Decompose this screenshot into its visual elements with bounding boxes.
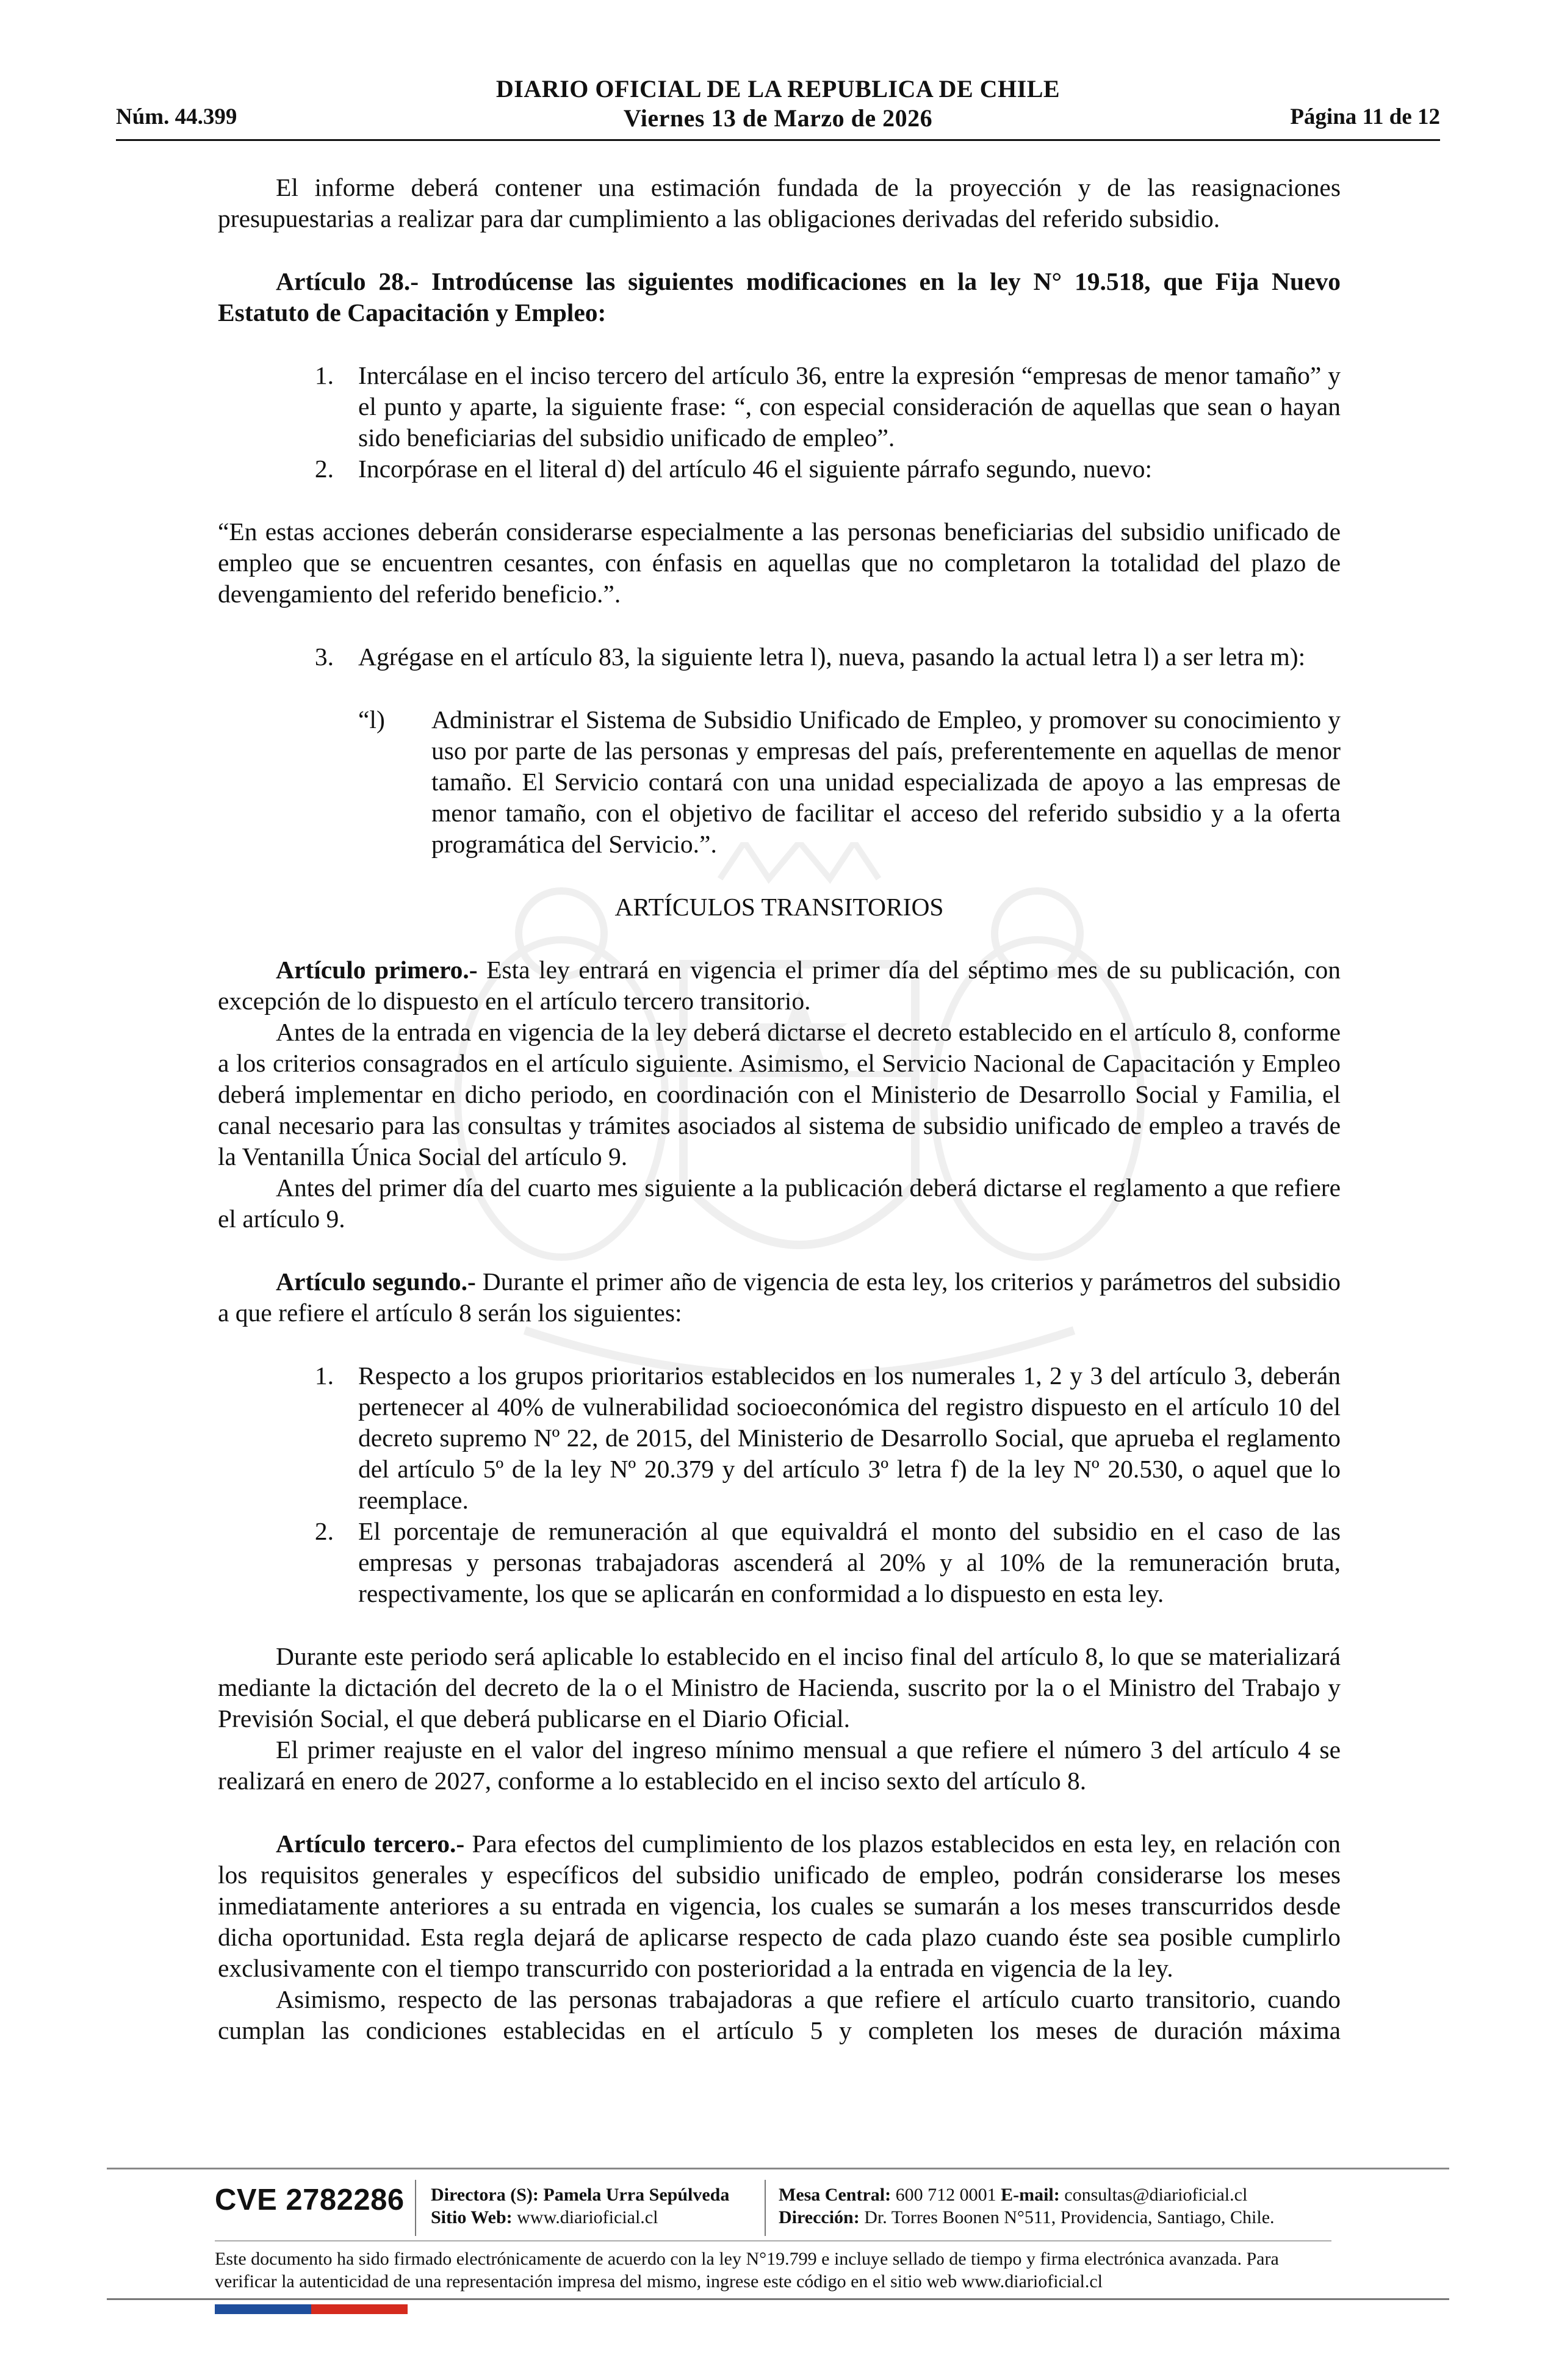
section-title: ARTÍCULOS TRANSITORIOS — [614, 893, 944, 921]
list-item — [218, 1516, 1341, 1609]
list-number: 2. — [314, 455, 334, 483]
cve-code: CVE 2782286 — [215, 2183, 405, 2216]
letter-text: Administrar el Sistema de Subsidio Unificado de Empleo, y promover su conocimiento y uso por parte de las personas y empresas del país, preferentemente en aquellas de menor tamaño. El Servicio contará con una unidad especializada de apoyo a las empresas de menor tamaño, con el objetivo de facilitar el acceso del referido subsidio y a la oferta programática del Servicio.”. — [431, 705, 1341, 858]
journal-title: DIARIO OFICIAL DE LA REPUBLICA DE CHILE — [495, 75, 1061, 103]
website-label: Sitio Web: — [431, 2207, 513, 2227]
list-text: Intercálase en el inciso tercero del artículo 36, entre la expresión “empresas de menor tamaño” y el punto y aparte, la siguiente frase: “, con especial consideración de aquellas que sean o hayan sido beneficiarias del subsidio unificado de empleo”. — [358, 361, 1341, 452]
paragraph: Antes del primer día del cuarto mes siguiente a la publicación deberá dictarse el reglamento a que refiere el artículo 9. — [218, 1174, 1341, 1233]
footer-separator — [415, 2180, 416, 2236]
list-number: 3. — [314, 643, 334, 671]
footer-director-block — [431, 2183, 729, 2229]
list-text: Incorpórase en el literal d) del artículo 46 el siguiente párrafo segundo, nuevo: — [358, 455, 1153, 483]
list-item — [218, 1360, 1341, 1516]
list-text: Respecto a los grupos prioritarios establecidos en los numerales 1, 2 y 3 del artículo 3, deberán pertenecer al 40% de vulnerabilidad socioeconómica del registro dispuesto en el artículo 10 del decreto supremo Nº 22, de 2015, del Ministerio de Desarrollo Social, que aprueba el reglamento del artículo 5º de la ley Nº 20.379 y del artículo 3º letra f) de la ley Nº 20.530, o aquel que lo reemplace. — [358, 1361, 1341, 1514]
flag-red-segment — [311, 2304, 408, 2314]
website-link[interactable]: www.diarioficial.cl — [517, 2207, 658, 2227]
signature-note: Este documento ha sido firmado electrónicamente de acuerdo con la ley N°19.799 e incluye sellado de tiempo y firma electrónica avanzada. Para verificar la autenticidad de una representación impresa del mismo, ingrese este código en el sitio web www.diarioficial.cl — [215, 2249, 1279, 2292]
list-item — [218, 360, 1341, 453]
article-label: Artículo tercero.- — [276, 1830, 465, 1858]
paragraph: El informe deberá contener una estimación fundada de la proyección y de las reasignaciones presupuestarias a realizar para dar cumplimiento a las obligaciones derivadas del referido subsidio. — [218, 173, 1341, 233]
article-text: Para efectos del cumplimiento de los plazos establecidos en esta ley, en relación con los requisitos generales y específicos del subsidio unificado de empleo, podrán considerarse los meses inmediatamente anteriores a su entrada en vigencia, los cuales se sumarán a los meses transcurridos desde dicha oportunidad. Esta regla dejará de aplicarse respecto de cada plazo cuando éste sea posible cumplirlo exclusivamente con el tiempo transcurrido con posterioridad a la entrada en vigencia de la ley. — [218, 1830, 1341, 1982]
list-item — [218, 641, 1341, 673]
letter-key: “l) — [358, 705, 385, 734]
flag-blue-segment — [215, 2304, 311, 2314]
list-number: 1. — [314, 1361, 334, 1390]
footer-separator — [765, 2180, 766, 2236]
list-text: Agrégase en el artículo 83, la siguiente letra l), nueva, pasando la actual letra l) a ser letra m): — [358, 643, 1306, 671]
article-label: Artículo primero.- — [276, 956, 478, 984]
page-number: Página 11 de 12 — [1290, 104, 1440, 129]
article-paragraph — [218, 1266, 1341, 1329]
email-link[interactable]: consultas@diarioficial.cl — [1064, 2185, 1248, 2205]
email-label: E-mail: — [1001, 2185, 1060, 2205]
phone-value: 600 712 0001 — [895, 2185, 996, 2205]
article-text: Esta ley entrará en vigencia el primer día del séptimo mes de su publicación, con excepción de lo dispuesto en el artículo tercero transitorio. — [218, 956, 1341, 1015]
article-text: Durante el primer año de vigencia de esta ley, los criterios y parámetros del subsidio a que refiere el artículo 8 serán los siguientes: — [218, 1268, 1341, 1327]
director-label: Directora (S): — [431, 2185, 539, 2205]
address-value: Dr. Torres Boonen N°511, Providencia, Santiago, Chile. — [864, 2207, 1275, 2227]
list-item — [218, 453, 1341, 485]
footer-divider — [215, 2240, 1331, 2241]
footer-contact-block — [779, 2183, 1275, 2229]
list-text: El porcentaje de remuneración al que equivaldrá el monto del subsidio en el caso de las empresas y personas trabajadoras ascenderá al 20% y al 10% de la remuneración bruta, respectivamente, los que se aplicarán en conformidad a lo dispuesto en esta ley. — [358, 1517, 1341, 1607]
address-label: Dirección: — [779, 2207, 860, 2227]
list-number: 2. — [314, 1517, 334, 1545]
document-body — [218, 172, 1341, 2046]
paragraph: Antes de la entrada en vigencia de la ley deberá dictarse el decreto establecido en el artículo 8, conforme a los criterios consagrados en el artículo siguiente. Asimismo, el Servicio Nacional de Capacitación y Empleo deberá implementar en dicho periodo, en coordinación con el Ministerio de Desarrollo Social y Familia, el canal necesario para las consultas y trámites asociados al sistema de subsidio unificado de empleo a través de la Ventanilla Única Social del artículo 9. — [218, 1018, 1341, 1170]
director-name: Pamela Urra Sepúlveda — [543, 2185, 730, 2205]
quoted-paragraph: “En estas acciones deberán considerarse especialmente a las personas beneficiarias del subsidio unificado de empleo que se encuentren cesantes, con énfasis en aquellas que no completaron la totalidad del plazo de devengamiento del referido beneficio.”. — [218, 517, 1341, 608]
letter-item — [358, 704, 1341, 860]
phone-label: Mesa Central: — [779, 2185, 891, 2205]
issue-date: Viernes 13 de Marzo de 2026 — [623, 104, 933, 132]
list-number: 1. — [314, 361, 334, 389]
header-divider — [116, 139, 1440, 141]
article-paragraph — [218, 954, 1341, 1017]
footer-divider — [107, 2298, 1449, 2300]
article-label: Artículo segundo.- — [276, 1268, 476, 1296]
article-paragraph — [218, 1828, 1341, 1984]
article-28-heading: Artículo 28.- Introdúcense las siguientes modificaciones en la ley N° 19.518, que Fija Nuevo Estatuto de Capacitación y Empleo: — [218, 267, 1341, 326]
paragraph: El primer reajuste en el valor del ingreso mínimo mensual a que refiere el número 3 del artículo 4 se realizará en enero de 2027, conforme a lo establecido en el inciso sexto del artículo 8. — [218, 1736, 1341, 1795]
issue-number: Núm. 44.399 — [116, 104, 237, 129]
footer-divider — [107, 2168, 1449, 2169]
paragraph: Asimismo, respecto de las personas trabajadoras a que refiere el artículo cuarto transitorio, cuando cumplan las condiciones establecidas en el artículo 5 y completen los meses de duración máxima — [218, 1985, 1341, 2044]
paragraph: Durante este periodo será aplicable lo establecido en el inciso final del artículo 8, lo que se materializará mediante la dictación del decreto de la o el Ministro de Hacienda, suscrito por la o el Ministro del Trabajo y Previsión Social, el que deberá publicarse en el Diario Oficial. — [218, 1642, 1341, 1733]
flag-stripe — [215, 2304, 408, 2314]
